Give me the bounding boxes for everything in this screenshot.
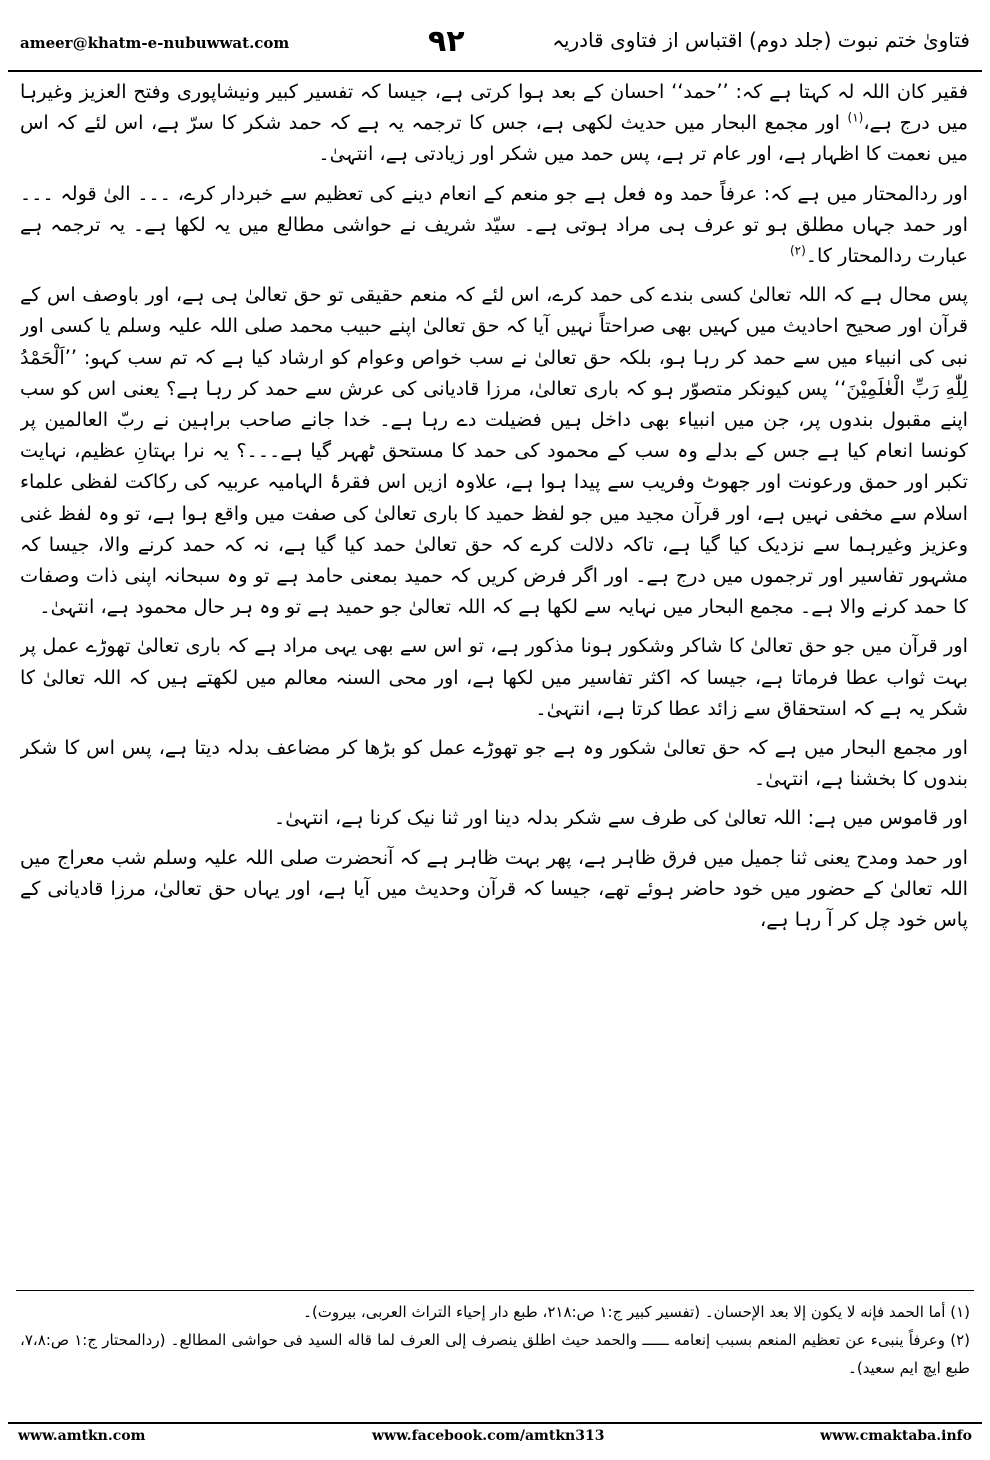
footnote-ref-1[interactable]: (۱): [847, 110, 864, 125]
footer-link-cmaktaba[interactable]: www.cmaktaba.info: [820, 1428, 972, 1444]
page-number: ۹۲: [428, 24, 465, 59]
book-title: فتاویٰ ختم نبوت (جلد دوم) اقتباس از فتاوی قادریہ: [552, 28, 970, 52]
paragraph-6: اور قاموس میں ہے: اللہ تعالیٰ کی طرف سے شکر بدلہ دینا اور ثنا نیک کرنا ہے، انتہیٰ۔: [273, 806, 968, 830]
footnote-1: (۱) أما الحمد فإنه لا یکون إلا بعد الإحسان۔ (تفسیر کبیر ج:۱ ص:۲۱۸، طبع دار إحیاء التراث العربی، بیروت)۔: [303, 1303, 970, 1321]
paragraph-3: پس محال ہے کہ اللہ تعالیٰ کسی بندے کی حمد کرے، اس لئے کہ منعم حقیقی تو حق تعالیٰ ہی ہے، اور باوصف اس کے قرآن اور صحیح احادیث میں کہیں بھی صراحتاً نہیں آیا کہ حق تعالیٰ اپنے حبیب محمد صلی اللہ علیہ وسلم یا کسی اور نبی کی انبیاء میں سے حمد کر رہا ہو، بلکہ حق تعالیٰ نے سب خواص وعوام کو ارشاد کیا ہے کہ تم سب کہو: ’’اَلْحَمْدُ لِلّٰهِ رَبِّ الْعٰلَمِیْنَ‘‘ پس کیونکر متصوّر ہو کہ باری تعالیٰ، مرزا قادیانی کی عرش سے حمد کر رہا ہے؟ یعنی اس کو سب اپنے مقبول بندوں پر، جن میں انبیاء بھی داخل ہیں فضیلت دے رہا ہے۔ خدا جانے صاحب براہین نے ربّ العالمین پر کونسا انعام کیا ہے جس کے بدلے وہ سب کے محمود کی حمد کا مستحق ٹھہر گیا ہے۔۔۔؟ یہ نرا بہتانِ عظیم، نہایت تکبر اور حمق ورعونت اور جھوٹ وفریب سے پیدا ہوا ہے، علاوہ ازیں اس فقرۂ الہامیہ عربیہ کی رکاکت لفظی علماء اسلام سے مخفی نہیں ہے، اور قرآن مجید میں جو لفظ حمید کا باری تعالیٰ کی صفت میں واقع ہوا ہے، تو وہ لفظ غنی وعزیز وغیرہما سے نزدیک کیا گیا ہے، تاکہ دلالت کرے کہ حق تعالیٰ حمد کیا گیا ہے، نہ کہ حمد کرنے والا، جیسا کہ مشہور تفاسیر اور ترجموں میں درج ہے۔ اور اگر فرض کریں کہ حمید بمعنی حامد ہے تو وہ سبحانہ اپنی ذات وصفات کا حمد کرنے والا ہے۔ مجمع البحار میں نہایہ سے لکھا ہے کہ اللہ تعالیٰ جو حمید ہے تو وہ ہر حال محمود ہے، انتہیٰ۔: [20, 283, 968, 619]
main-text: [20, 76, 968, 1276]
paragraph-4: اور قرآن میں جو حق تعالیٰ کا شاکر وشکور ہونا مذکور ہے، تو اس سے بھی یہی مراد ہے کہ باری تعالیٰ تھوڑے عمل پر بہت ثواب عطا فرماتا ہے، جیسا کہ اکثر تفاسیر میں لکھا ہے، اور محی السنہ معالم میں لکھتے ہیں کہ اللہ تعالیٰ کا شکر یہ ہے کہ استحقاق سے زائد عطا کرتا ہے، انتہیٰ۔: [20, 634, 968, 720]
paragraph-5: اور مجمع البحار میں ہے کہ حق تعالیٰ شکور وہ ہے جو تھوڑے عمل کو بڑھا کر مضاعف بدلہ دیتا ہے، پس اس کا شکر بندوں کا بخشنا ہے، انتہیٰ۔: [20, 736, 968, 791]
header-divider: [8, 70, 982, 72]
paragraph-7: اور حمد ومدح یعنی ثنا جمیل میں فرق ظاہر ہے، پھر بہت ظاہر ہے کہ آنحضرت صلی اللہ علیہ وسلم شب معراج میں اللہ تعالیٰ کے حضور میں خود حاضر ہوئے تھے، جیسا کہ قرآن وحدیث میں آیا ہے، اور یہاں حق تعالیٰ، مرزا قادیانی کے پاس خود چل کر آ رہا ہے،: [20, 845, 968, 932]
footnote-2: (۲) وعرفاً ینبیء عن تعظیم المنعم بسبب إنعامه ــــــ والحمد حیث اطلق ینصرف إلی العرف لما قاله السید فی حواشی المطالع۔ (ردالمحتار ج:۱ ص:۷،۸، طبع ایچ ایم سعید)۔: [20, 1331, 970, 1377]
paragraph-1: فقیر کان اللہ لہ کہتا ہے کہ: ’’حمد‘‘ احسان کے بعد ہوا کرتی ہے، جیسا کہ تفسیر کبیر ونیشاپوری وفتح العزیز وغیرہا میں درج ہے،$^{(۱)}$ اور مجمع البحار میں حدیث لکھی ہے، جس کا ترجمہ یہ ہے کہ حمد شکر کا سرّ ہے، اس لئے کہ اس میں نعمت کا اظہار ہے، اور عام تر ہے، پس حمد میں شکر اور زیادتی ہے، انتہیٰ۔: [20, 80, 968, 166]
footnotes: [20, 1298, 970, 1382]
header-email[interactable]: ameer@khatm-e-nubuwwat.com: [20, 34, 290, 52]
footer-link-amtkn[interactable]: www.amtkn.com: [18, 1428, 146, 1444]
paragraph-2: اور ردالمحتار میں ہے کہ: عرفاً حمد وہ فعل ہے جو منعم کے انعام دینے کی تعظیم سے خبردار کرے، ۔۔۔ الیٰ قولہ ۔۔۔ اور حمد جہاں مطلق ہو تو عرف ہی مراد ہوتی ہے۔ سیّد شریف نے حواشی مطالع میں یہ لکھا ہے۔ یہ ترجمہ ہے عبارت ردالمحتار کا۔$^{(۲)}$: [20, 181, 968, 268]
footnote-ref-2[interactable]: (۲): [789, 243, 806, 258]
footer-link-facebook[interactable]: www.facebook.com/amtkn313: [372, 1428, 605, 1444]
footnote-divider: [16, 1290, 974, 1291]
page-footer: [12, 1428, 978, 1452]
footer-divider: [8, 1422, 982, 1424]
page-header: [8, 24, 982, 68]
